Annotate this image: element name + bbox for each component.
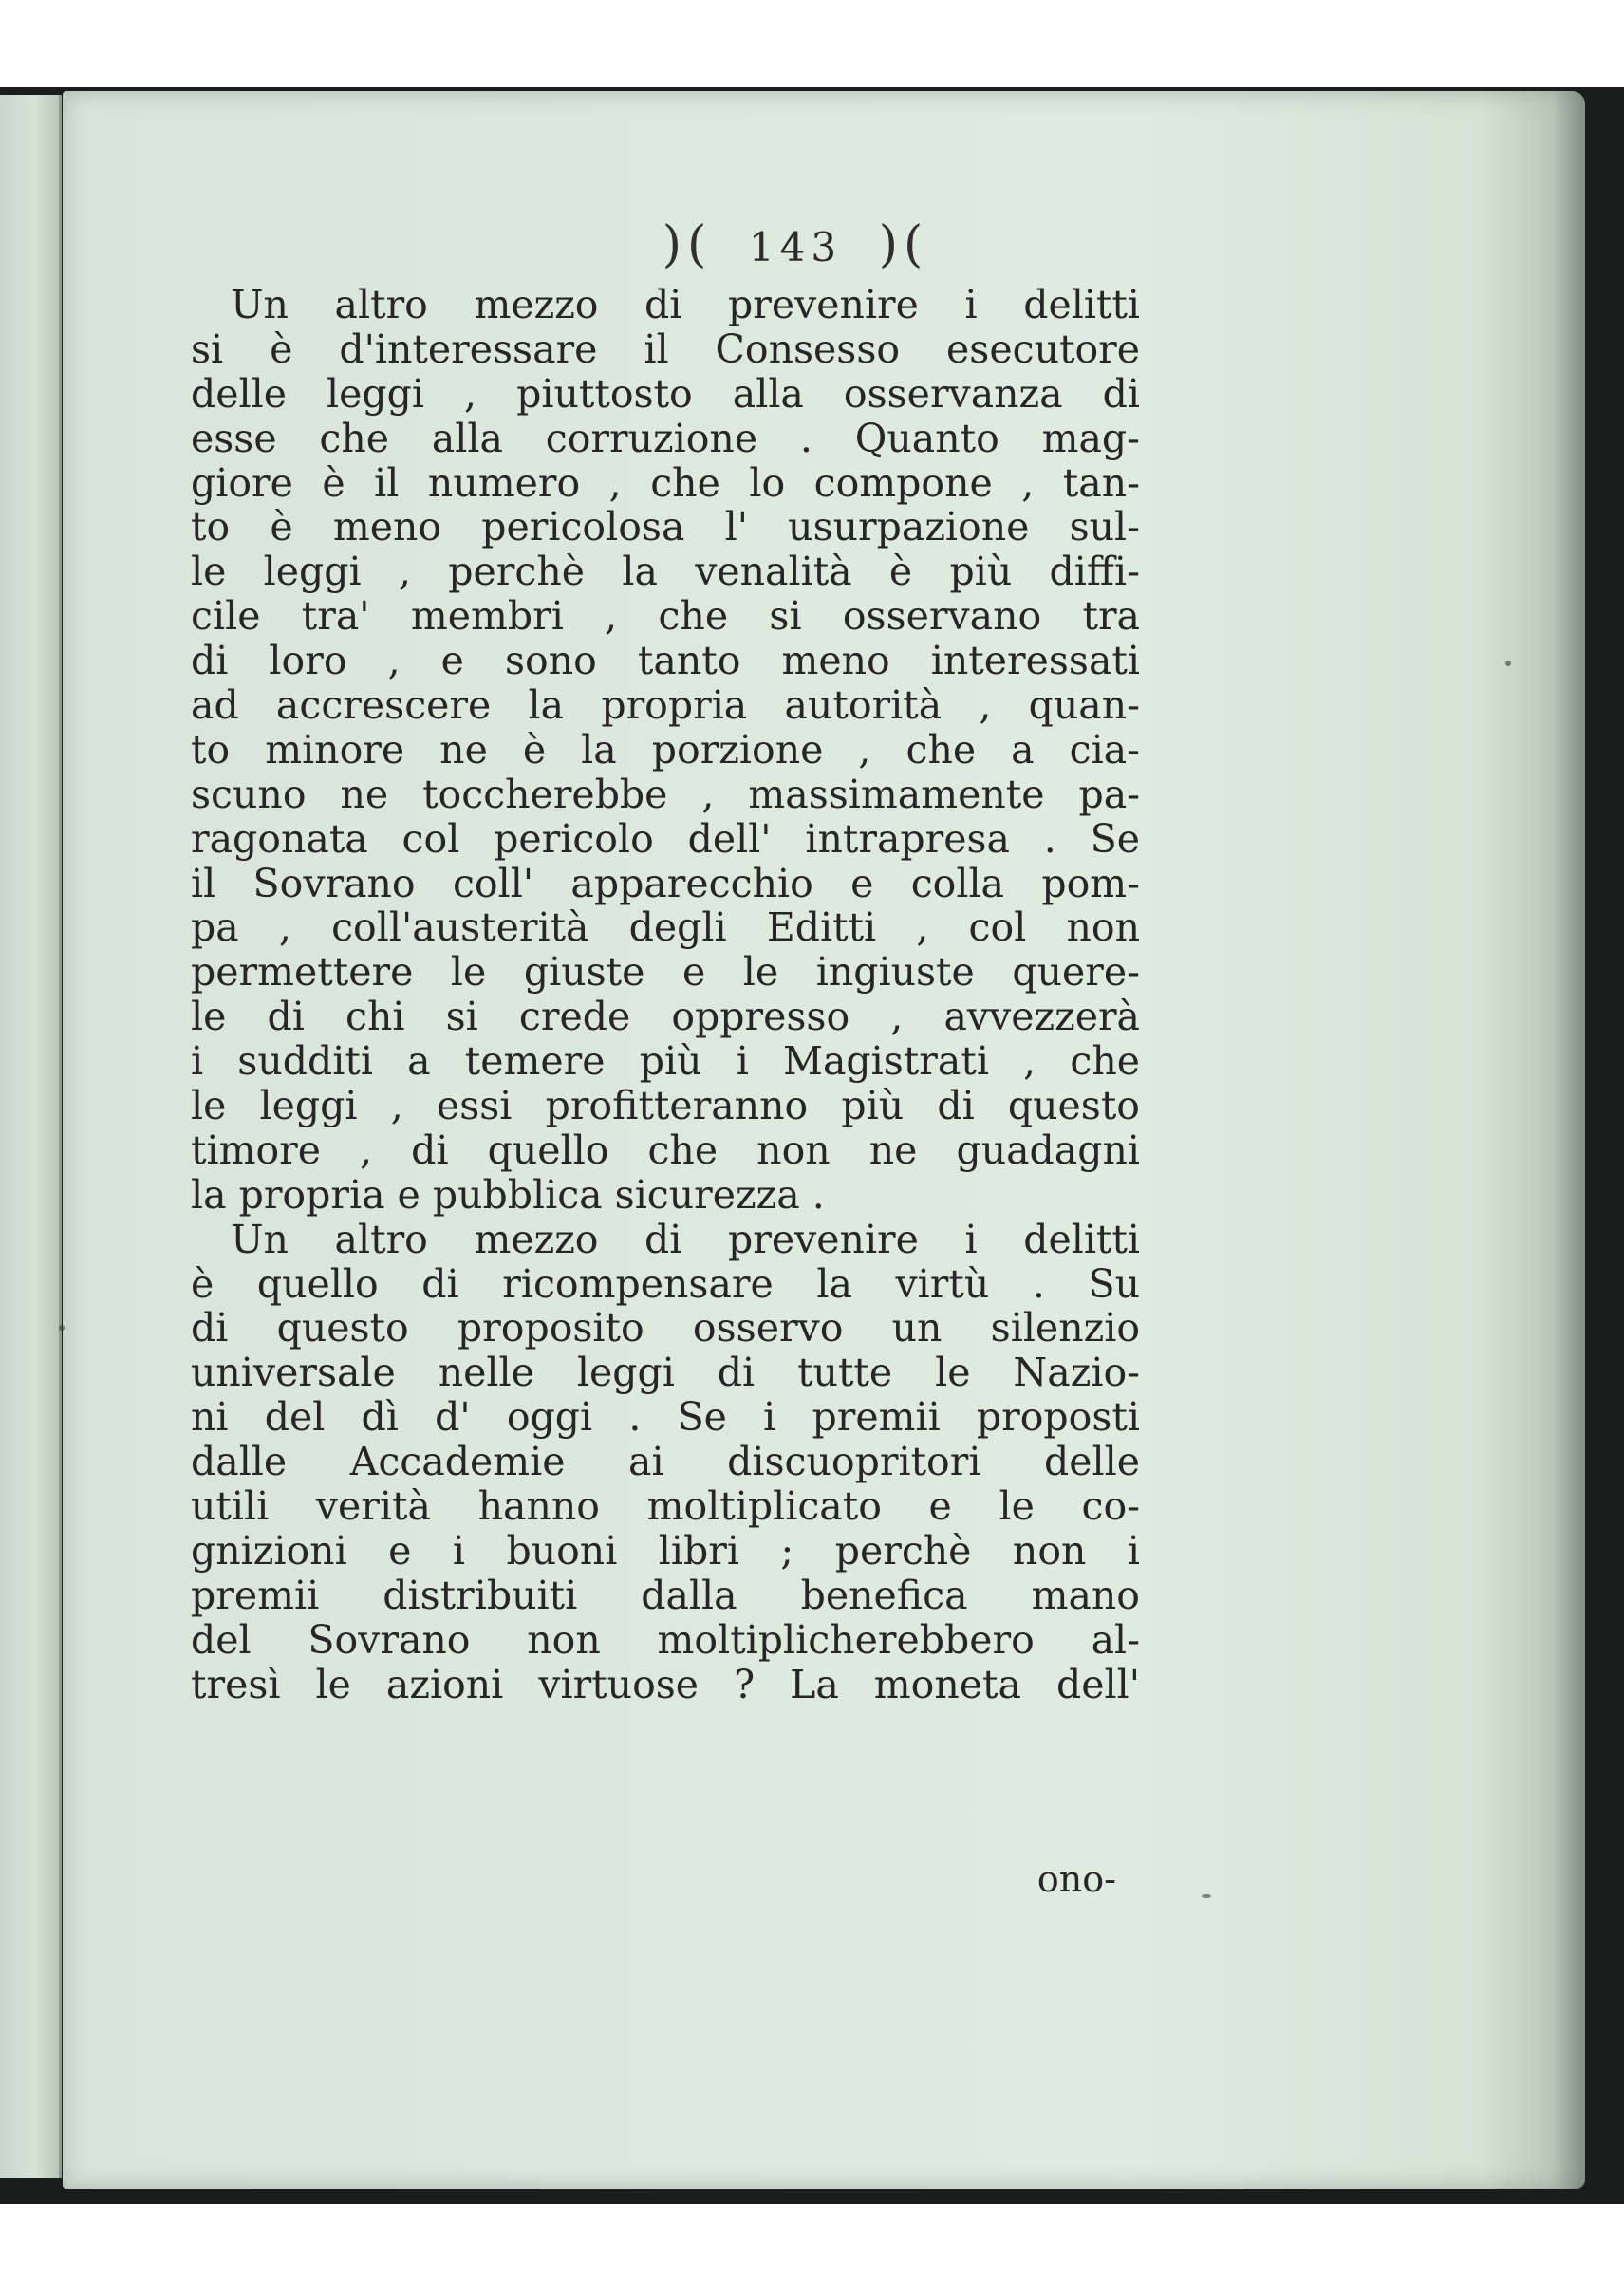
- text-line: di loro , e sono tanto meno interessati: [191, 638, 1140, 684]
- text-line: ni del dì d' oggi . Se i premii proposti: [191, 1394, 1140, 1441]
- text-line: to minore ne è la porzione , che a cia-: [191, 726, 1140, 773]
- text-line: del Sovrano non moltiplicherebbero al-: [191, 1616, 1140, 1663]
- body-text: [191, 283, 1140, 1707]
- text-line: è quello di ricompensare la virtù . Su: [191, 1260, 1140, 1307]
- text-line: di questo proposito osservo un silenzio: [191, 1305, 1140, 1351]
- page-fore-edge: [1481, 91, 1585, 2189]
- text-line: le leggi , perchè la venalità è più diffi-: [191, 549, 1140, 595]
- text-line: il Sovrano coll' apparecchio e colla pom-: [191, 860, 1140, 906]
- text-line: ad accrescere la propria autorità , quan-: [191, 682, 1140, 729]
- text-line: esse che alla corruzione . Quanto mag-: [191, 415, 1140, 461]
- paper-spot: [59, 1325, 65, 1331]
- running-header: [63, 216, 1585, 273]
- text-line: Un altro mezzo di prevenire i delitti: [231, 282, 1140, 327]
- text-line: cile tra' membri , che si osservano tra: [191, 593, 1140, 640]
- text-line: dalle Accademie ai discuopritori delle: [191, 1439, 1140, 1485]
- text-line: permettere le giuste e le ingiuste quere-: [191, 949, 1140, 996]
- text-line: le di chi si crede oppresso , avvezzerà: [191, 994, 1140, 1040]
- paper-spot: [1202, 1894, 1211, 1898]
- text-line: universale nelle leggi di tutte le Nazio-: [191, 1350, 1140, 1396]
- page-number: 143: [748, 224, 843, 270]
- text-line: gnizioni e i buoni libri ; perchè non i: [191, 1527, 1140, 1574]
- text-line: scuno ne toccherebbe , massimamente pa-: [191, 771, 1140, 817]
- catchword: ono-: [1036, 1858, 1116, 1900]
- text-line: i sudditi a temere più i Magistrati , che: [191, 1038, 1140, 1085]
- book-page: [63, 91, 1585, 2189]
- text-line: delle leggi , piuttosto alla osservanza di: [191, 370, 1140, 417]
- text-line: le leggi , essi profitteranno più di questo: [191, 1083, 1140, 1129]
- text-line: tresì le azioni virtuose ? La moneta dell': [191, 1661, 1140, 1707]
- text-line: la propria e pubblica sicurezza .: [191, 1171, 825, 1218]
- text-line: timore , di quello che non ne guadagni: [191, 1127, 1140, 1173]
- text-line: to è meno pericolosa l' usurpazione sul-: [191, 504, 1140, 550]
- paper-spot: [1505, 661, 1511, 666]
- text-line: pa , coll'austerità degli Editti , col non: [191, 904, 1140, 951]
- text-line: ragonata col pericolo dell' intrapresa . Se: [191, 815, 1140, 862]
- text-line: si è d'interessare il Consesso esecutore: [191, 326, 1140, 372]
- text-line: utili verità hanno moltiplicato e le co-: [191, 1483, 1140, 1530]
- text-line: giore è il numero , che lo compone , tan-: [191, 459, 1140, 506]
- ornament-right-icon: )(: [878, 216, 929, 273]
- text-line: Un altro mezzo di prevenire i delitti: [231, 1216, 1140, 1262]
- facing-page-edge: [0, 95, 62, 2178]
- text-line: premii distribuiti dalla benefica mano: [191, 1572, 1140, 1618]
- ornament-left-icon: )(: [662, 216, 713, 273]
